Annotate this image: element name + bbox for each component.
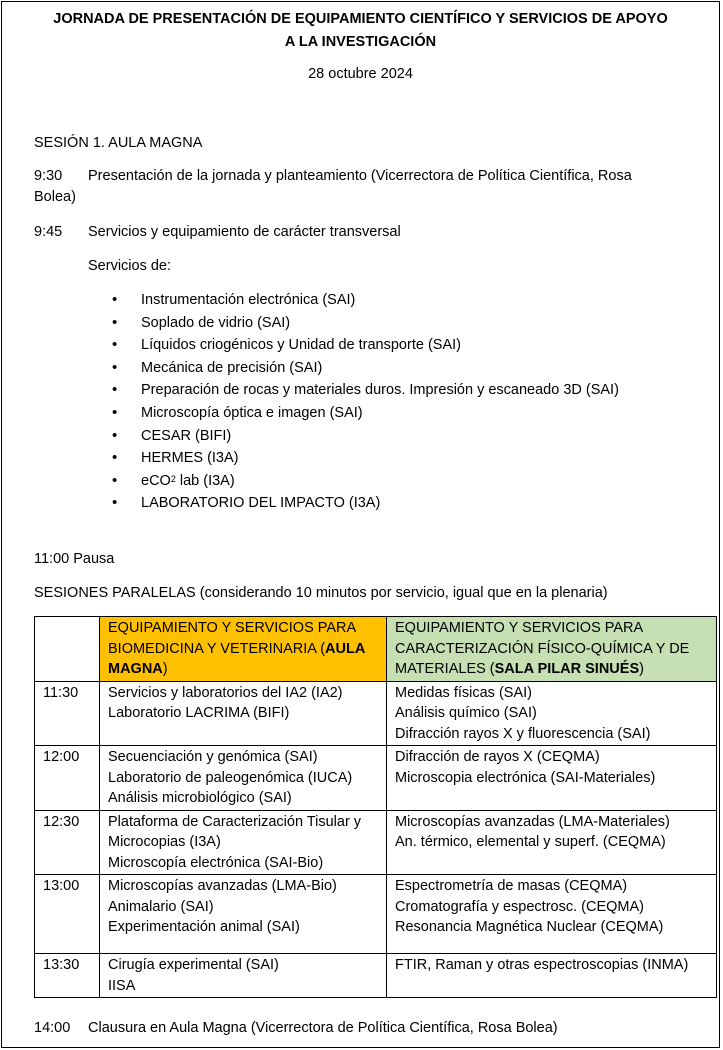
cell-materiales [387, 875, 717, 954]
list-item-eco2 [102, 471, 619, 494]
list-item: • HERMES (I3A) [102, 448, 619, 471]
pause-line: 11:00 Pausa [34, 551, 115, 567]
list-item: • Mecánica de precisión (SAI) [102, 358, 619, 381]
services-list [102, 290, 619, 516]
closing-text: Clausura en Aula Magna (Vicerrectora de Política Científica, Rosa Bolea) [88, 1020, 558, 1036]
cell-line: Microscopía electrónica (SAI-Bio) [108, 854, 324, 871]
header-materiales [387, 617, 717, 682]
item-930-text-wrap: Bolea) [34, 189, 76, 205]
cell-line: Análisis químico (SAI) [395, 705, 537, 721]
row-time: 12:00 [35, 746, 100, 811]
list-item: • Soplado de vidrio (SAI) [102, 313, 619, 336]
table-row [35, 954, 717, 998]
cell-biomedicina [100, 954, 387, 998]
table-row [35, 681, 717, 746]
list-item: • Preparación de rocas y materiales duros. Impresión y escaneado 3D (SAI) [102, 380, 619, 403]
row-time: 12:30 [35, 810, 100, 875]
cell-line: Espectrometría de masas (CEQMA) [395, 878, 628, 894]
session-heading: SESIÓN 1. AULA MAGNA [34, 135, 203, 151]
eco2-post: lab (I3A) [175, 472, 235, 489]
time-930: 9:30 [34, 168, 63, 184]
list-item: • CESAR (BIFI) [102, 426, 619, 449]
cell-line: Microcopias (I3A) [108, 834, 221, 850]
item-945-text: Servicios y equipamiento de carácter transversal [88, 224, 401, 240]
cell-line: Resonancia Magnética Nuclear (CEQMA) [395, 919, 664, 935]
header-materiales-room: SALA PILAR SINUÉS [494, 661, 640, 677]
cell-biomedicina [100, 810, 387, 875]
cell-line: Difracción rayos X y fluorescencia (SAI) [395, 725, 651, 742]
title-line-2: A LA INVESTIGACIÓN [284, 34, 437, 50]
header-materiales-close: ) [639, 661, 644, 677]
cell-line: Laboratorio de paleogenómica (IUCA) [108, 769, 353, 786]
item-930-text: Presentación de la jornada y planteamiento (Vicerrectora de Política Científica, Rosa [88, 168, 632, 184]
table-row [35, 875, 717, 954]
cell-biomedicina [100, 746, 387, 811]
cell-materiales [387, 954, 717, 998]
cell-line: Medidas físicas (SAI) [395, 684, 532, 701]
schedule-rows [35, 681, 717, 998]
cell-line: Laboratorio LACRIMA (BIFI) [108, 705, 290, 721]
list-item: • LABORATORIO DEL IMPACTO (I3A) [102, 493, 619, 516]
cell-line: FTIR, Raman y otras espectroscopias (INMA) [395, 957, 689, 973]
list-item: • Instrumentación electrónica (SAI) [102, 290, 619, 313]
header-biomedicina-room: AULA MAGNA [108, 640, 365, 677]
row-time: 13:00 [35, 875, 100, 954]
header-empty-cell [35, 617, 100, 682]
cell-line: Microscopías avanzadas (LMA-Materiales) [395, 813, 670, 830]
cell-line: IISA [108, 977, 136, 994]
cell-biomedicina [100, 875, 387, 954]
header-materiales-text: EQUIPAMIENTO Y SERVICIOS PARA CARACTERIZACIÓN FÍSICO-QUÍMICA Y DE MATERIALES ( [395, 620, 690, 677]
cell-line: Análisis microbiológico (SAI) [108, 790, 292, 806]
cell-line: Difracción de rayos X (CEQMA) [395, 749, 600, 765]
header-biomedicina [100, 617, 387, 682]
row-time: 13:30 [35, 954, 100, 998]
cell-line: Servicios y laboratorios del IA2 (IA2) [108, 684, 343, 701]
cell-line: An. térmico, elemental y superf. (CEQMA) [395, 834, 666, 850]
table-row [35, 746, 717, 811]
list-item: • Microscopía óptica e imagen (SAI) [102, 403, 619, 426]
table-row [35, 810, 717, 875]
cell-line: Cromatografía y espectrosc. (CEQMA) [395, 898, 644, 915]
cell-biomedicina [100, 681, 387, 746]
document-title [2, 8, 719, 54]
cell-materiales [387, 746, 717, 811]
cell-line: Microscopías avanzadas (LMA-Bio) [108, 878, 337, 894]
event-date: 28 octubre 2024 [308, 66, 413, 82]
header-biomedicina-close: ) [162, 661, 168, 677]
cell-line: Cirugía experimental (SAI) [108, 957, 279, 973]
schedule-table [34, 616, 717, 998]
cell-line: Secuenciación y genómica (SAI) [108, 749, 318, 765]
cell-line: Plataforma de Caracterización Tisular y [108, 813, 362, 830]
list-item: • Líquidos criogénicos y Unidad de transporte (SAI) [102, 335, 619, 358]
cell-line: Microscopia electrónica (SAI-Materiales) [395, 769, 656, 786]
parallel-sessions-heading: SESIONES PARALELAS (considerando 10 minutos por servicio, igual que en la plenaria) [34, 585, 608, 601]
cell-materiales [387, 681, 717, 746]
header-biomedicina-text: EQUIPAMIENTO Y SERVICIOS PARA BIOMEDICINA Y VETERINARIA ( [108, 620, 356, 657]
cell-materiales [387, 810, 717, 875]
row-time: 11:30 [35, 681, 100, 746]
closing-time: 14:00 [34, 1020, 71, 1036]
cell-line: Animalario (SAI) [108, 898, 214, 915]
title-line-1: JORNADA DE PRESENTACIÓN DE EQUIPAMIENTO CIENTÍFICO Y SERVICIOS DE APOYO [53, 11, 668, 27]
document-page [1, 1, 720, 1048]
services-intro: Servicios de: [88, 258, 172, 274]
eco2-pre: eCO [141, 472, 171, 489]
eco2-sup: 2 [170, 473, 176, 484]
table-header-row [35, 617, 717, 682]
time-945: 9:45 [34, 224, 63, 240]
cell-line: Experimentación animal (SAI) [108, 919, 300, 935]
